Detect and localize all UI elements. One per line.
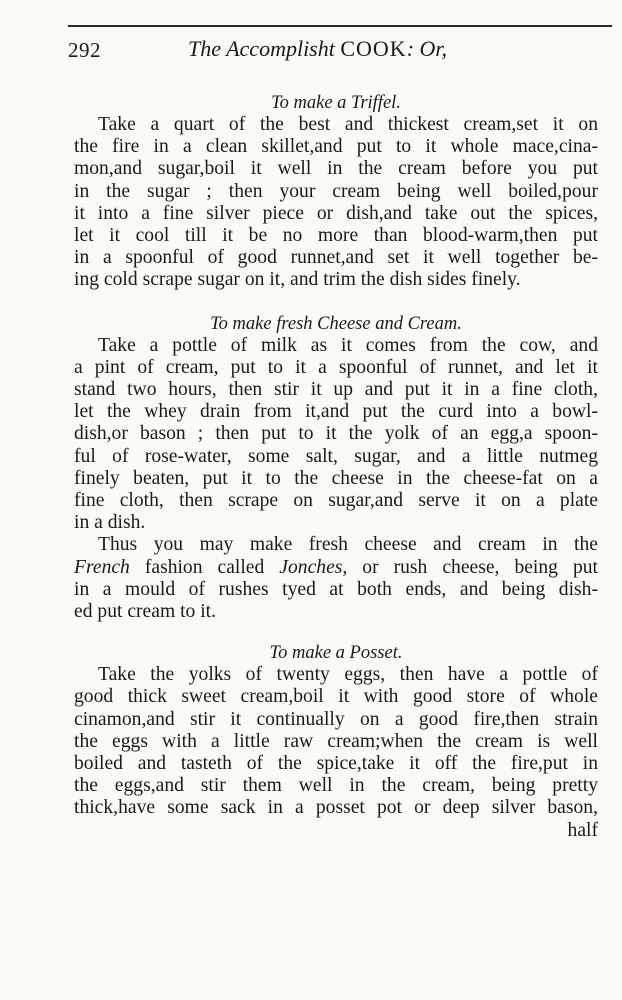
recipe-title: To make a Triffel. <box>271 93 401 113</box>
text-line: ful of rose-water, some salt, sugar, and a little nutmeg <box>74 445 598 467</box>
text-fragment: fashion called <box>129 556 280 578</box>
running-title-tail: : Or, <box>406 36 448 61</box>
text-line: fine cloth, then scrape on sugar,and serve it on a plate <box>74 490 598 512</box>
text-line: Take a pottle of milk as it comes from the cow, and <box>98 334 598 356</box>
text-line: finely beaten, put it to the cheese in the cheese-fat on a <box>74 467 598 489</box>
page-header <box>68 32 612 72</box>
recipe-fresh-cheese <box>74 313 598 624</box>
text-line: the eggs,and stir them well in the cream, being pretty <box>74 775 598 797</box>
text-line: cinamon,and stir it continually on a good fire,then strain <box>74 708 598 730</box>
text-line: ed put cream to it. <box>74 601 217 623</box>
text-line <box>74 557 598 579</box>
text-line: stand two hours, then stir it up and put it in a fine cloth, <box>74 379 598 401</box>
text-line: Thus you may make fresh cheese and cream in the <box>98 534 598 556</box>
text-line: ing cold scrape sugar on it, and trim the dish sides finely. <box>74 269 521 291</box>
text-line: the eggs with a little raw cream;when the cream is well <box>74 730 598 752</box>
running-title <box>188 36 447 62</box>
text-line: Take a quart of the best and thickest cream,set it on <box>98 114 598 135</box>
text-line: it into a fine silver piece or dish,and take out the spices, <box>74 202 598 224</box>
text-line: let the whey drain from it,and put the curd into a bowl- <box>74 401 598 423</box>
running-title-caps: COOK <box>340 36 407 61</box>
page-body <box>74 92 598 842</box>
recipe-posset <box>74 642 598 842</box>
text-line: let it cool till it be no more than blood-warm,then put <box>74 225 598 247</box>
text-line: in a mould of rushes tyed at both ends, and being dish- <box>74 578 598 600</box>
text-line: mon,and sugar,boil it well in the cream before you put <box>74 158 598 180</box>
recipe-triffel <box>74 92 598 292</box>
italic-word: Jonches <box>279 556 343 578</box>
running-title-italic: The Accomplisht <box>188 36 335 61</box>
text-line: in the sugar ; then your cream being well boiled,pour <box>74 180 598 202</box>
catchword: half <box>567 819 598 841</box>
text-line: in a spoonful of good runnet,and set it well together be- <box>74 247 598 269</box>
italic-word: French <box>74 556 130 578</box>
text-line: a pint of cream, put to it a spoonful of runnet, and let it <box>74 356 598 378</box>
recipe-title: To make a Posset. <box>269 643 403 664</box>
text-line: thick,have some sack in a posset pot or deep silver bason, <box>74 797 598 819</box>
text-line: in a dish. <box>74 512 146 534</box>
header-rule <box>68 25 612 27</box>
text-fragment: , or rush cheese, being put <box>342 556 598 578</box>
text-line: dish,or bason ; then put to it the yolk of an egg,a spoon- <box>74 423 598 445</box>
page-number: 292 <box>68 38 101 62</box>
text-line: boiled and tasteth of the spice,take it off the fire,put in <box>74 753 598 775</box>
text-line: good thick sweet cream,boil it with good store of whole <box>74 686 598 708</box>
text-line: Take the yolks of twenty eggs, then have a pottle of <box>98 664 598 686</box>
text-line: the fire in a clean skillet,and put to it whole mace,cina- <box>74 136 598 158</box>
recipe-title: To make fresh Cheese and Cream. <box>210 313 462 334</box>
